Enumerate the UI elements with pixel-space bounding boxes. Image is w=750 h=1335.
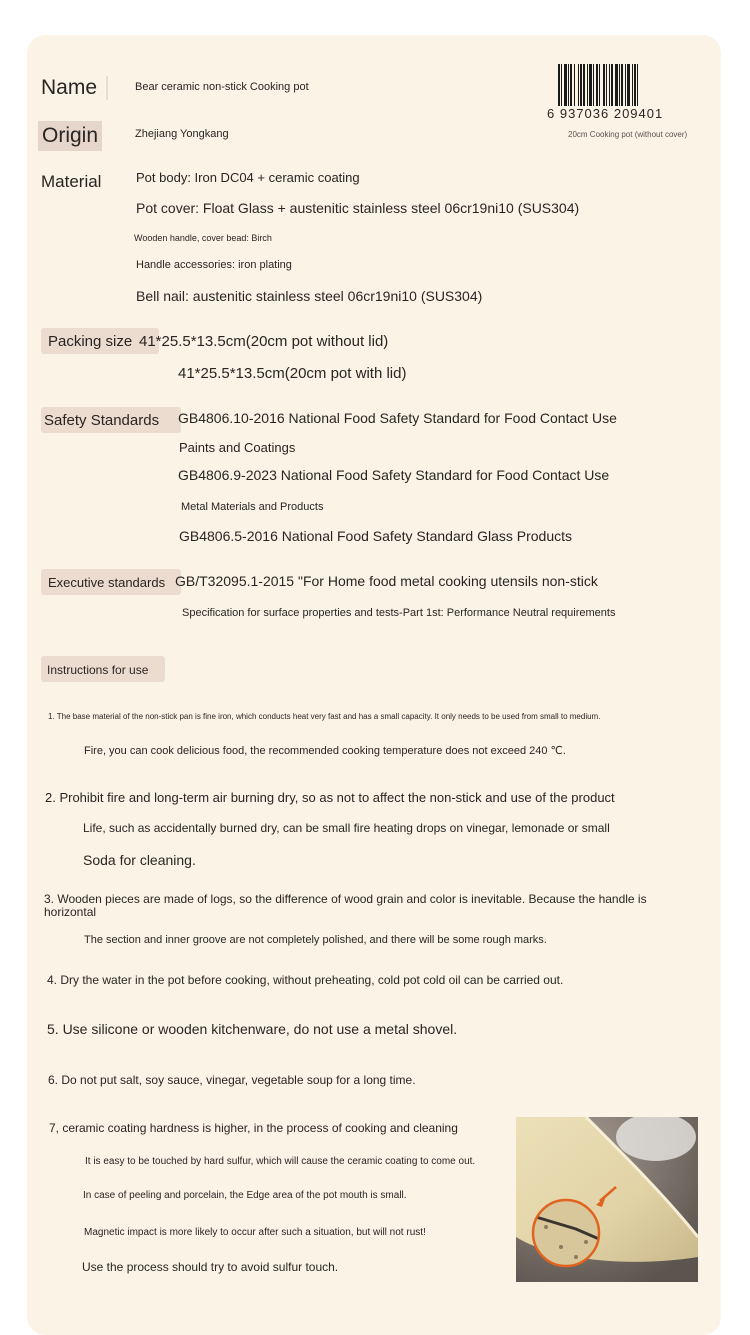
instruction-line: 7, ceramic coating hardness is higher, in the process of cooking and cleaning — [49, 1121, 458, 1135]
instructions-label: Instructions for use — [47, 663, 149, 677]
packing-label: Packing size — [48, 333, 133, 350]
material-line: Wooden handle, cover bead: Birch — [134, 233, 272, 243]
pot-edge-photo — [516, 1117, 698, 1282]
executive-label: Executive standards — [48, 575, 166, 590]
name-label: Name — [41, 76, 98, 99]
material-line: Pot cover: Float Glass + austenitic stainless steel 06cr19ni10 (SUS304) — [136, 200, 580, 216]
material-line: Handle accessories: iron plating — [136, 259, 292, 271]
instruction-line: 2. Prohibit fire and long-term air burning dry, so as not to affect the non-stick and use of the product — [45, 790, 615, 805]
name-divider — [106, 76, 108, 100]
barcode-caption: 20cm Cooking pot (without cover) — [568, 130, 688, 139]
instruction-line: Magnetic impact is more likely to occur after such a situation, but will not rust! — [84, 1227, 426, 1238]
barcode-number: 6 937036 209401 — [547, 106, 664, 121]
safety-line: Paints and Coatings — [179, 440, 296, 455]
instruction-line: 6. Do not put salt, soy sauce, vinegar, vegetable soup for a long time. — [48, 1073, 416, 1087]
origin-label: Origin — [38, 121, 102, 151]
instruction-line: Use the process should try to avoid sulfur touch. — [82, 1260, 339, 1274]
instruction-line: Fire, you can cook delicious food, the recommended cooking temperature does not exceed 240 ℃. — [84, 745, 566, 757]
origin-value: Zhejiang Yongkang — [135, 128, 229, 140]
safety-line: GB4806.9-2023 National Food Safety Standard for Food Contact Use — [178, 467, 610, 483]
name-value: Bear ceramic non-stick Cooking pot — [135, 81, 309, 93]
executive-line: GB/T32095.1-2015 "For Home food metal cooking utensils non-stick — [175, 573, 598, 589]
instruction-line: 3. Wooden pieces are made of logs, so the difference of wood grain and color is inevitable. Because the handle is horizontal — [44, 892, 647, 919]
packing-line: 41*25.5*13.5cm(20cm pot without lid) — [139, 333, 389, 350]
instruction-line: Soda for cleaning. — [83, 852, 196, 868]
executive-line: Specification for surface properties and tests-Part 1st: Performance Neutral requirements — [182, 607, 616, 619]
material-line: Pot body: Iron DC04 + ceramic coating — [136, 170, 360, 185]
safety-label: Safety Standards — [44, 412, 160, 429]
material-line: Bell nail: austenitic stainless steel 06cr19ni10 (SUS304) — [136, 288, 483, 304]
instruction-line: The section and inner groove are not completely polished, and there will be some rough marks. — [84, 934, 547, 946]
instruction-line: 1. The base material of the non-stick pan is fine iron, which conducts heat very fast and has a small capacity. It only needs to be used from small to medium. — [48, 712, 601, 721]
safety-line: Metal Materials and Products — [181, 501, 324, 513]
instruction-line: 4. Dry the water in the pot before cooking, without preheating, cold pot cold oil can be carried out. — [47, 973, 564, 987]
safety-line: GB4806.10-2016 National Food Safety Standard for Food Contact Use — [178, 410, 617, 426]
instruction-line: 5. Use silicone or wooden kitchenware, do not use a metal shovel. — [47, 1021, 458, 1037]
instruction-line: Life, such as accidentally burned dry, can be small fire heating drops on vinegar, lemonade or small — [83, 821, 610, 835]
instruction-line: It is easy to be touched by hard sulfur, which will cause the ceramic coating to come out. — [85, 1156, 476, 1167]
material-label: Material — [41, 172, 102, 191]
packing-line: 41*25.5*13.5cm(20cm pot with lid) — [178, 365, 407, 382]
instruction-line: In case of peeling and porcelain, the Edge area of the pot mouth is small. — [83, 1190, 407, 1201]
safety-line: GB4806.5-2016 National Food Safety Standard Glass Products — [179, 528, 573, 544]
